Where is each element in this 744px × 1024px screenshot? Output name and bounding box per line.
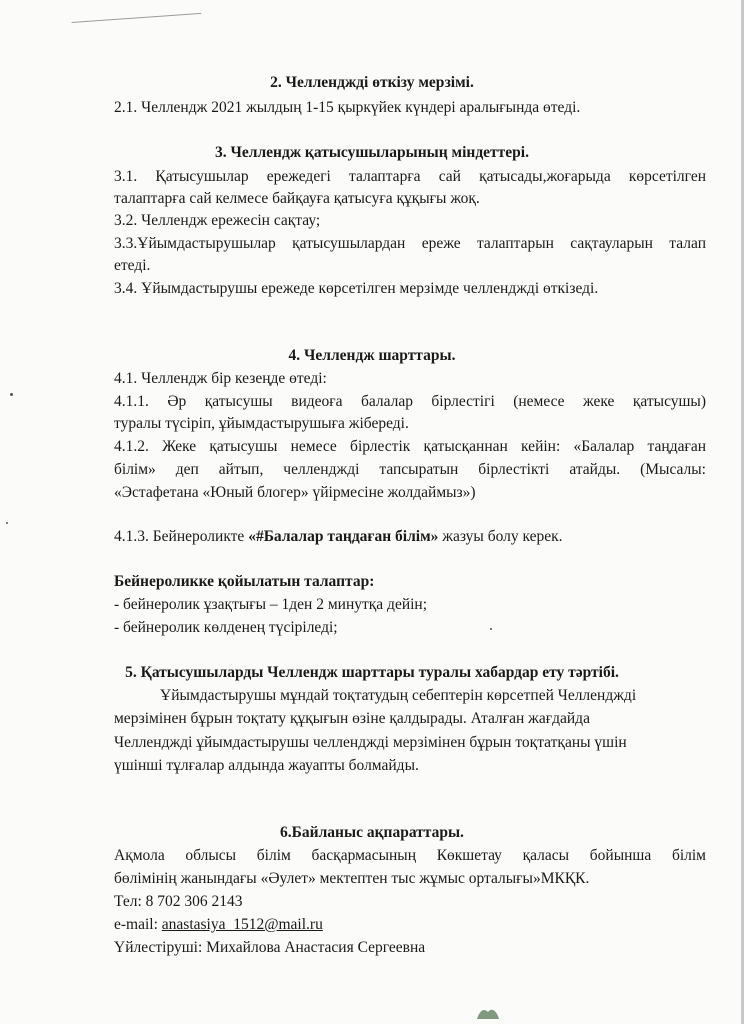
- email-label: e-mail:: [114, 916, 162, 933]
- section-2-heading: 2. Челленджді өткізу мерзімі.: [270, 74, 474, 91]
- paragraph-4-1-2-line3: «Эстафетана «Юный блогер» үйірмесіне жолдаймыз»): [114, 484, 476, 501]
- paragraph-4-1-3-post: жазуы болу керек.: [438, 528, 563, 545]
- paragraph-4-1-2-line2: білім» деп айтып, челленджді тапсыратын бірлестікті атайды. (Мысалы:: [114, 461, 706, 478]
- paragraph-3-4: 3.4. Ұйымдастырушы ережеде көрсетілген мерзімде челленджді өткізеді.: [114, 280, 599, 297]
- paragraph-4-1-2-line1: 4.1.2. Жеке қатысушы немесе бірлестік қатысқаннан кейін: «Балалар таңдаған: [114, 438, 706, 455]
- paragraph-4-1-1-line1: 4.1.1. Әр қатысушы видеоға балалар бірлестігі (немесе жеке қатысушы): [114, 393, 706, 410]
- paragraph-3-2: 3.2. Челлендж ережесін сақтау;: [114, 212, 321, 229]
- section-6-heading: 6.Байланыс ақпараттары.: [280, 824, 464, 841]
- paragraph-5-line4: үшінші тұлғалар алдында жауапты болмайды.: [114, 757, 419, 774]
- email-link[interactable]: anastasiya_1512@mail.ru: [161, 916, 323, 933]
- paragraph-5-line3: Челленджді ұйымдастырушы челленджді мерзімінен бұрын тоқтатқаны үшін: [114, 734, 627, 751]
- section-4-heading: 4. Челлендж шарттары.: [288, 347, 456, 364]
- requirements-title: Бейнероликке қойылатын талаптар:: [114, 573, 375, 590]
- contact-phone: Тел: 8 702 306 2143: [114, 893, 243, 910]
- section-5-heading: 5. Қатысушыларды Челлендж шарттары туралы хабардар ету тәртібі.: [125, 664, 619, 681]
- scan-speck: [10, 393, 13, 396]
- paragraph-4-1-1-line2: туралы түсіріп, ұйымдастырушыға жібереді.: [114, 415, 409, 432]
- paragraph-3-1-line1: 3.1. Қатысушылар ережедегі талаптарға сай қатысады,жоғарыда көрсетілген: [114, 168, 706, 185]
- paragraph-5-line2: мерзімінен бұрын тоқтату құқығын өзіне қалдырады. Аталған жағдайда: [114, 710, 590, 727]
- paper-fold-mark: [70, 0, 201, 23]
- hashtag-text: «#Балалар таңдаған білім»: [248, 528, 439, 545]
- paragraph-3-3-line1: 3.3.Ұйымдастырушылар қатысушылардан ереже талаптарын сақтауларын талап: [114, 235, 706, 252]
- paragraph-4-1-3-pre: 4.1.3. Бейнероликте: [114, 528, 249, 545]
- contact-org-line2: бөлімінің жанындағы «Әулет» мектептен тыс жұмыс орталығы»МКҚК.: [114, 870, 590, 887]
- contact-coordinator: Үйлестіруші: Михайлова Анастасия Сергеевна: [114, 939, 426, 956]
- contact-org-line1: Ақмола облысы білім басқармасының Көкшетау қаласы бойынша білім: [114, 847, 706, 864]
- scan-speck: [6, 522, 8, 524]
- requirement-duration: - бейнеролик ұзақтығы – 1ден 2 минутқа дейін;: [114, 596, 428, 613]
- paragraph-3-1-line2: талаптарға сай келмесе байқауға қатысуға құқығы жоқ.: [114, 190, 480, 207]
- paragraph-2-1: 2.1. Челлендж 2021 жылдың 1-15 қыркүйек күндері аралығында өтеді.: [114, 99, 581, 116]
- paragraph-3-3-line2: етеді.: [114, 257, 151, 274]
- paragraph-4-1: 4.1. Челлендж бір кезеңде өтеді:: [114, 370, 327, 387]
- contact-email-line: [114, 915, 706, 935]
- requirement-orientation: - бейнеролик көлденең түсіріледі;: [114, 619, 338, 636]
- stamp-fragment-icon: [475, 1006, 501, 1020]
- paragraph-5-line1: Ұйымдастырушы мұндай тоқтатудың себептерін көрсетпей Челленджді: [160, 687, 637, 704]
- paragraph-4-1-3: [114, 527, 706, 547]
- section-3-heading: 3. Челлендж қатысушыларының міндеттері.: [215, 144, 529, 161]
